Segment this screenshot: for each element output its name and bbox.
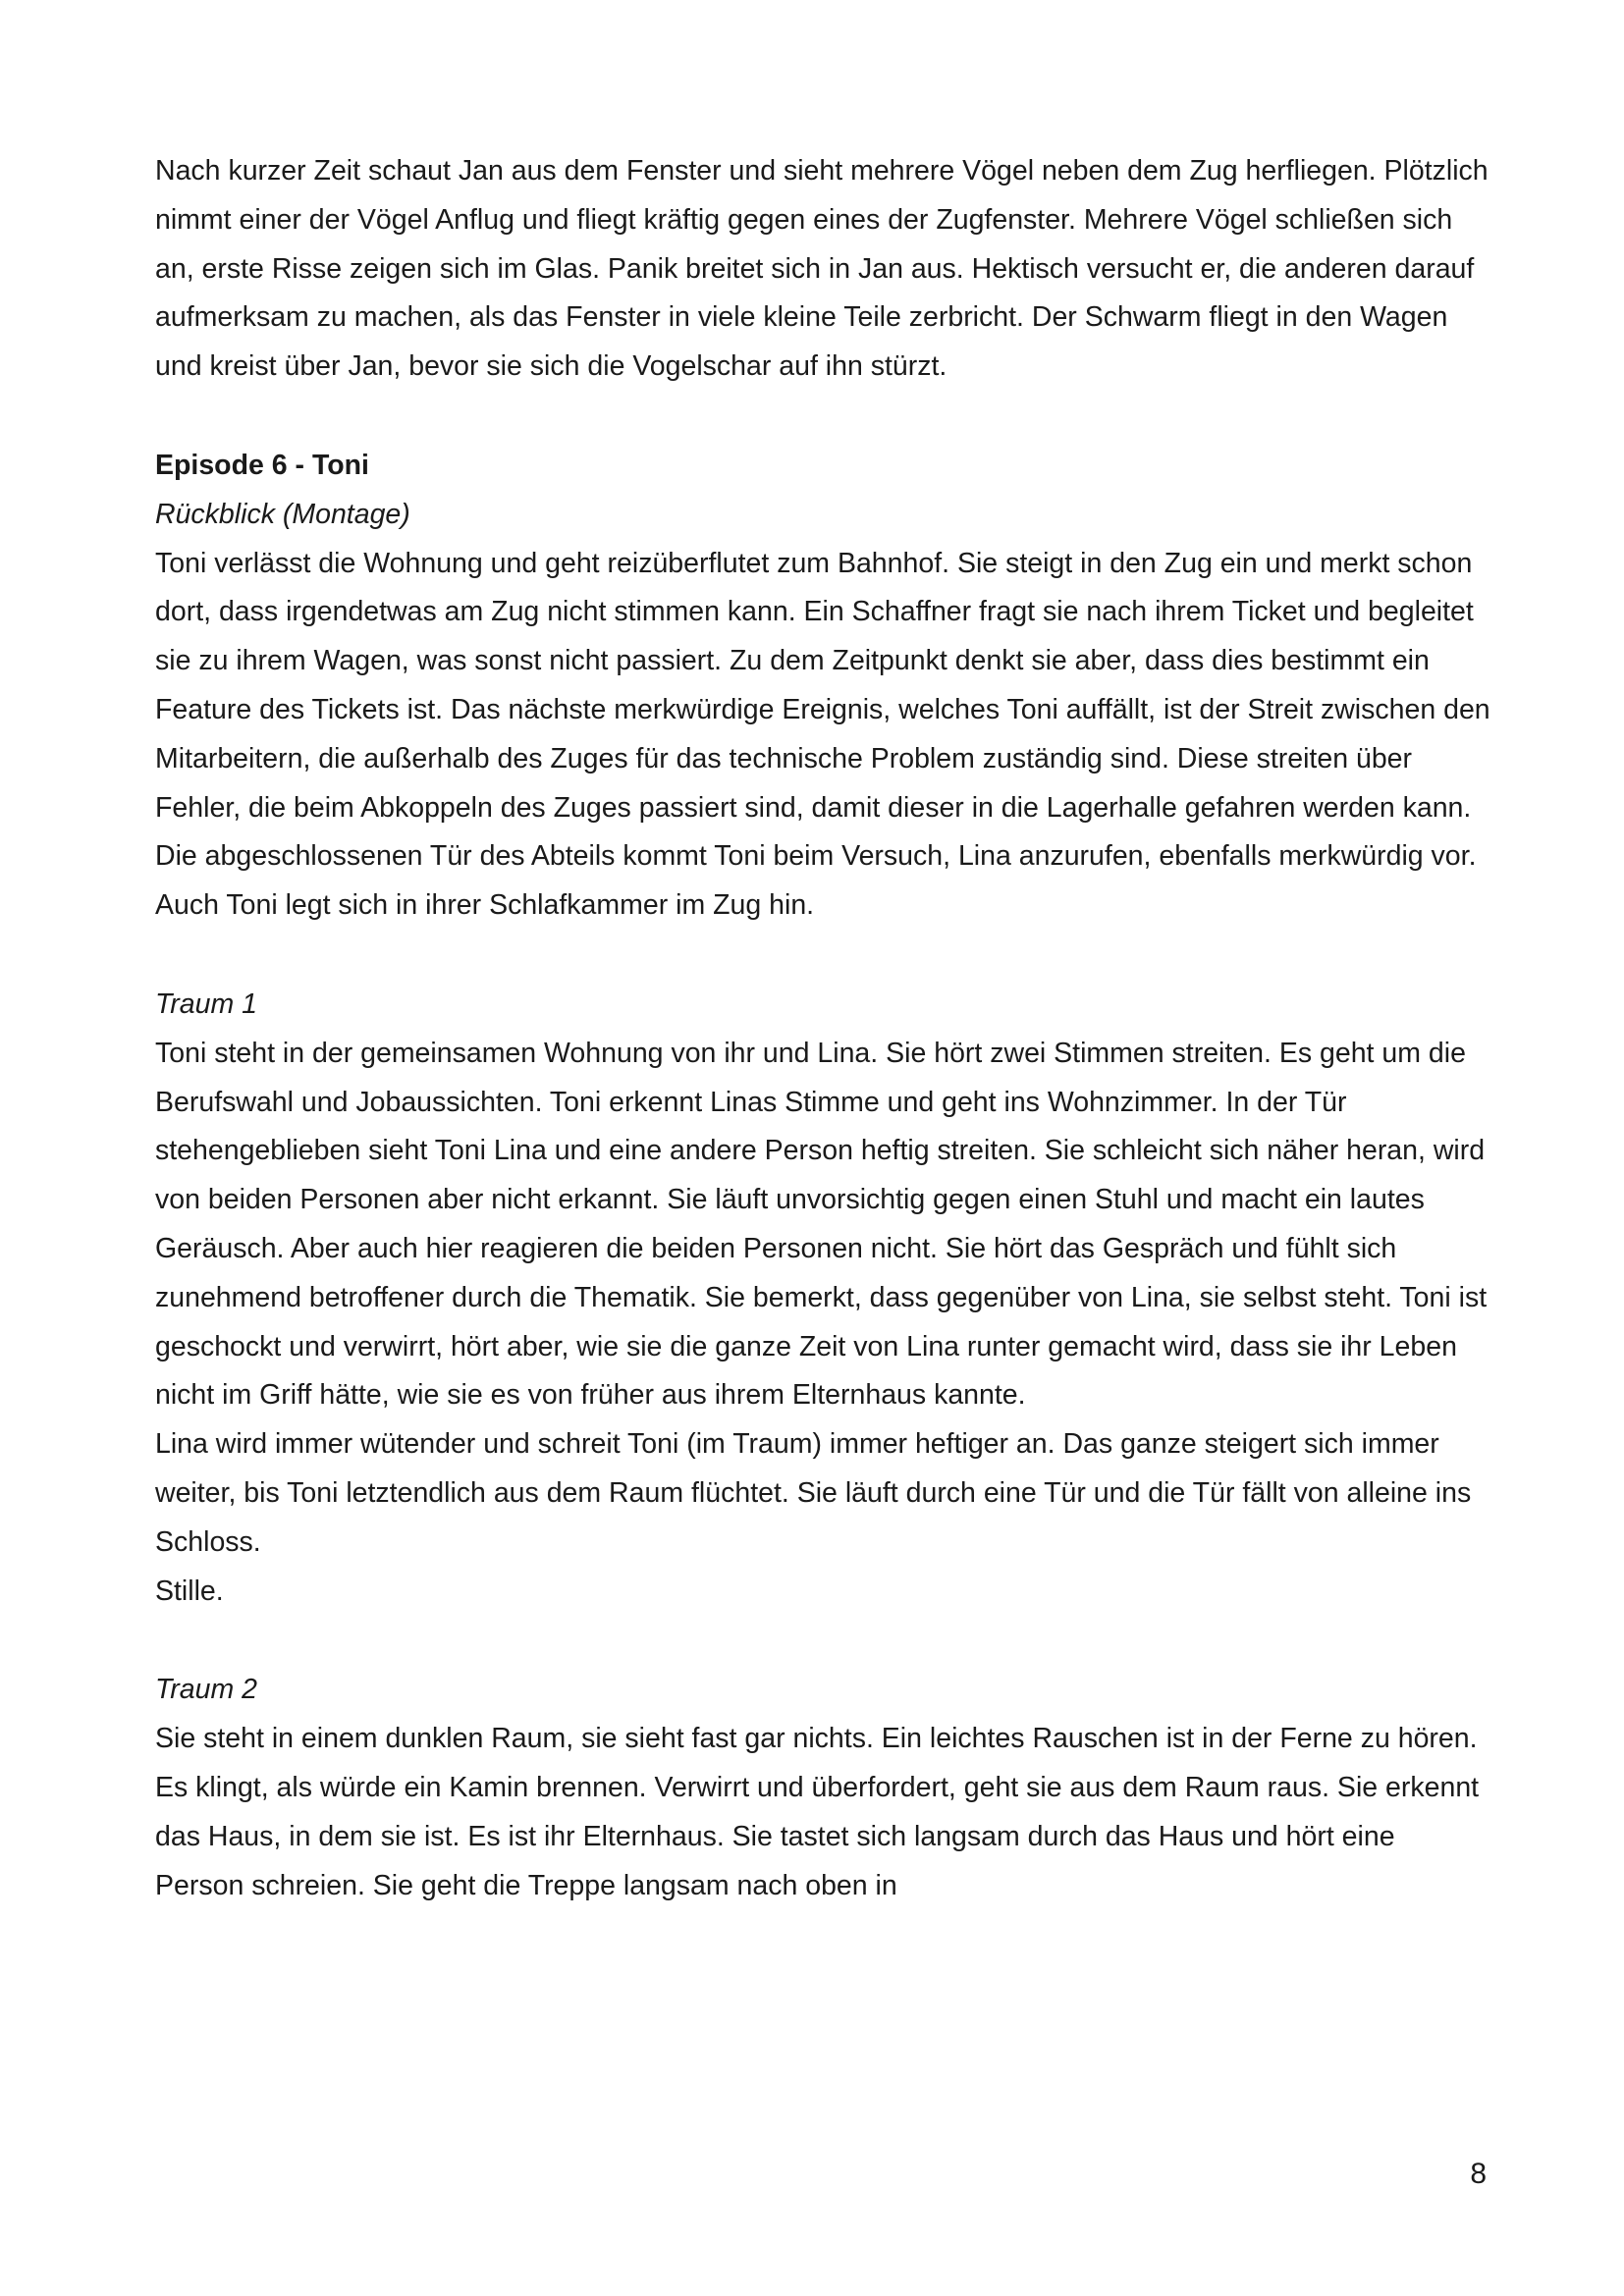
section-spacer xyxy=(155,392,1490,442)
rueckblick-paragraph: Die abgeschlossenen Tür des Abteils kommt Toni beim Versuch, Lina anzurufen, ebenfalls merkwürdig vor. xyxy=(155,840,1477,873)
traum2-heading: Traum 2 xyxy=(155,1674,257,1706)
intro-paragraph: Nach kurzer Zeit schaut Jan aus dem Fenster und sieht mehrere Vögel neben dem Zug herfliegen. Plötzlich nimmt einer der Vögel Anflug und fliegt kräftig gegen eines der Zugfenster. Mehrere Vögel schließen sich an, erste Risse zeigen sich im Glas. Panik breitet sich in Jan aus. Hektisch versucht er, die anderen darauf aufmerksam zu machen, als das Fenster in viele kleine Teile zerbricht. Der Schwarm fliegt in den Wagen und kreist über Jan, bevor sie sich die Vogelschar auf ihn stürzt. xyxy=(155,155,1489,383)
traum1-heading: Traum 1 xyxy=(155,988,257,1020)
rueckblick-paragraph: Toni verlässt die Wohnung und geht reizüberflutet zum Bahnhof. Sie steigt in den Zug ein und merkt schon dort, dass irgendetwas am Zug nicht stimmen kann. Ein Schaffner fragt sie nach ihrem Ticket und begleitet sie zu ihrem Wagen, was sonst nicht passiert. Zu dem Zeitpunkt denkt sie aber, dass dies bestimmt ein Feature des Tickets ist. Das nächste merkwürdige Ereignis, welches Toni auffällt, ist der Streit zwischen den Mitarbeitern, die außerhalb des Zuges für das technische Problem zuständig sind. Diese streiten über Fehler, die beim Abkoppeln des Zuges passiert sind, damit dieser in die Lagerhalle gefahren werden kann. xyxy=(155,547,1490,824)
rueckblick-heading: Rückblick (Montage) xyxy=(155,498,410,530)
episode-heading: Episode 6 - Toni xyxy=(155,449,369,481)
traum1-paragraph: Stille. xyxy=(155,1575,224,1607)
traum2-paragraph: Sie steht in einem dunklen Raum, sie sieht fast gar nichts. Ein leichtes Rauschen ist in der Ferne zu hören. Es klingt, als würde ein Kamin brennen. Verwirrt und überfordert, geht sie aus dem Raum raus. Sie erkennt das Haus, in dem sie ist. Es ist ihr Elternhaus. Sie tastet sich langsam durch das Haus und hört eine Person schreien. Sie geht die Treppe langsam nach oben in xyxy=(155,1723,1480,1901)
traum1-paragraph: Lina wird immer wütender und schreit Toni (im Traum) immer heftiger an. Das ganze steigert sich immer weiter, bis Toni letztendlich aus dem Raum flüchtet. Sie läuft durch eine Tür und die Tür fällt von alleine ins Schloss. xyxy=(155,1428,1472,1558)
section-spacer xyxy=(155,931,1490,981)
document-body xyxy=(155,147,1490,1910)
section-spacer xyxy=(155,1616,1490,1666)
traum1-paragraph: Toni steht in der gemeinsamen Wohnung von ihr und Lina. Sie hört zwei Stimmen streiten. Es geht um die Berufswahl und Jobaussichten. Toni erkennt Linas Stimme und geht ins Wohnzimmer. In der Tür stehengeblieben sieht Toni Lina und eine andere Person heftig streiten. Sie schleicht sich näher heran, wird von beiden Personen aber nicht erkannt. Sie läuft unvorsichtig gegen einen Stuhl und macht ein lautes Geräusch. Aber auch hier reagieren die beiden Personen nicht. Sie hört das Gespräch und fühlt sich zunehmend betroffener durch die Thematik. Sie bemerkt, dass gegenüber von Lina, sie selbst steht. Toni ist geschockt und verwirrt, hört aber, wie sie die ganze Zeit von Lina runter gemacht wird, dass sie ihr Leben nicht im Griff hätte, wie sie es von früher aus ihrem Elternhaus kannte. xyxy=(155,1037,1488,1412)
rueckblick-paragraph: Auch Toni legt sich in ihrer Schlafkammer im Zug hin. xyxy=(155,889,815,922)
page-number: 8 xyxy=(1470,2158,1487,2190)
